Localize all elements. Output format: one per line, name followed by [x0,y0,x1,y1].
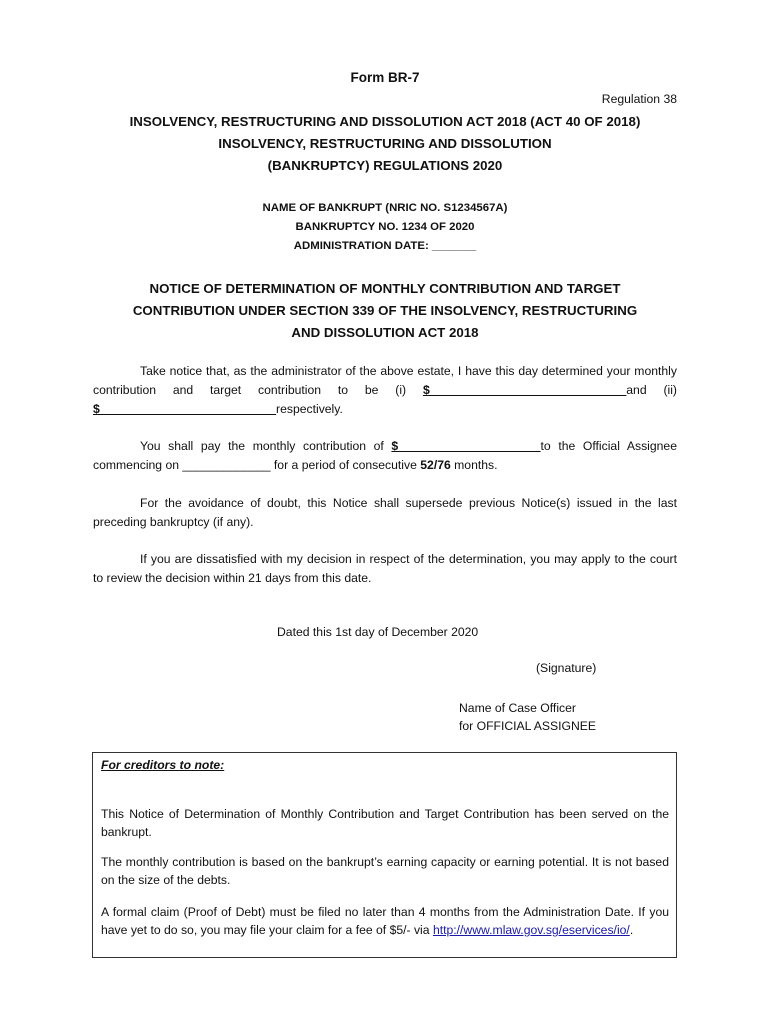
text: and (ii) [626,383,677,397]
text: Take notice that, as the administrator of the above estate, I have this day determined your monthly contribution and target contribution to be (i) [93,364,677,397]
notice-title-line: CONTRIBUTION UNDER SECTION 339 OF THE INSOLVENCY, RESTRUCTURING [132,303,638,318]
text: . [629,923,634,937]
officer-name: Name of Case Officer [459,701,576,715]
regulation-ref: Regulation 38 [601,92,677,106]
amount-blank-monthly: $_____________________________ [422,383,627,397]
notice-title-line: AND DISSOLUTION ACT 2018 [291,325,479,340]
paragraph-payment [93,437,677,475]
amount-blank-payment: $_____________________ [391,439,541,453]
months-options: 52/76 [420,458,451,472]
act-title [0,111,770,177]
creditors-note-box [92,752,677,958]
bankrupt-info [0,199,770,256]
bankruptcy-number: BANKRUPTCY NO. 1234 OF 2020 [295,221,475,233]
act-title-line: INSOLVENCY, RESTRUCTURING AND DISSOLUTION ACT 2018 (ACT 40 OF 2018) [129,114,641,129]
officer-block [459,699,596,735]
amount-blank-target: $__________________________ [93,402,277,416]
bankrupt-name: NAME OF BANKRUPT (NRIC NO. S1234567A) [262,202,508,214]
form-title: Form BR-7 [350,70,420,85]
creditors-note-basis: The monthly contribution is based on the bankrupt’s earning capacity or earning potential. It is not based on the size of the debts. [101,855,669,887]
text: A formal claim (Proof of Debt) must be filed no later than 4 months from the Administration Date. If you have yet to do so, you may file your claim for a fee of $5/- via [101,905,669,937]
administration-date: ADMINISTRATION DATE: _______ [293,240,477,252]
creditors-note-served: This Notice of Determination of Monthly Contribution and Target Contribution has been served on the bankrupt. [101,807,669,839]
creditors-note-heading: For creditors to note: [101,758,225,772]
notice-title [0,278,770,344]
signature-placeholder: (Signature) [536,661,597,675]
officer-for: for OFFICIAL ASSIGNEE [459,719,597,733]
paragraph-avoidance: For the avoidance of doubt, this Notice shall supersede previous Notice(s) issued in the last preceding bankruptcy (if any). [93,496,677,529]
text: You shall pay the monthly contribution of [140,439,392,453]
paragraph-determination [93,362,677,419]
eservices-link[interactable]: http://www.mlaw.gov.sg/eservices/io/ [432,923,630,937]
paragraph-dissatisfied: If you are dissatisfied with my decision in respect of the determination, you may apply to the court to review the decision within 21 days from this date. [93,552,677,585]
dated-line: Dated this 1st day of December 2020 [277,625,479,639]
text: to the Official Assignee commencing on _____________ for a period of consecutive [93,439,677,472]
act-title-line: INSOLVENCY, RESTRUCTURING AND DISSOLUTION [218,136,552,151]
text: respectively. [276,402,343,416]
text: months. [450,458,498,472]
creditors-note-claim [101,903,669,939]
act-title-line: (BANKRUPTCY) REGULATIONS 2020 [267,158,503,173]
notice-title-line: NOTICE OF DETERMINATION OF MONTHLY CONTRIBUTION AND TARGET [149,281,621,296]
